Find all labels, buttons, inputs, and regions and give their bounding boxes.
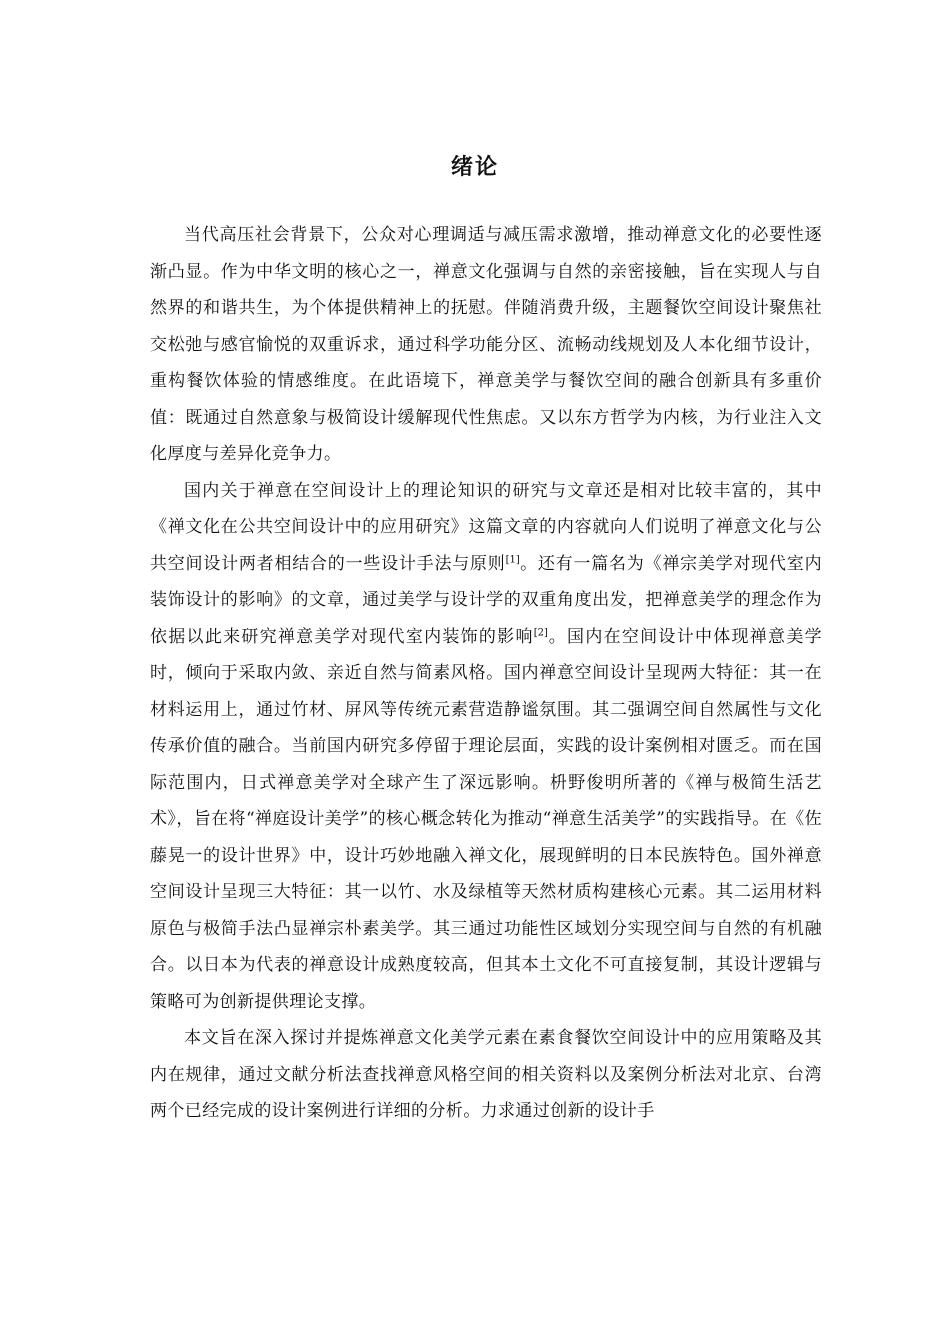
paragraph-text: 。国内在空间设计中体现禅意美学时，倾向于采取内敛、亲近自然与简素风格。国内禅意空间设计呈现两大特征：其一在材料运用上，通过竹材、屏风等传统元素营造静谧氛围。其二强调空间自然属性与文化传承价值的融合。当前国内研究多停留于理论层面，实践的设计案例相对匮乏。而在国际范围内，日式禅意美学对全球产生了深远影响。枡野俊明所著的《禅与极简生活艺术》，旨在将“禅庭设计美学”的核心概念转化为推动“禅意生活美学”的实践指导。在《佐藤晃一的设计世界》中，设计巧妙地融入禅文化，展现鲜明的日本民族特色。国外禅意空间设计呈现三大特征：其一以竹、水及绿植等天然材质构建核心元素。其二运用材料原色与极简手法凸显禅宗朴素美学。其三通过功能性区域划分实现空间与自然的有机融合。以日本为代表的禅意设计成熟度较高，但其本土文化不可直接复制，其设计逻辑与策略可为创新提供理论支撑。 [150,626,822,1012]
citation-ref-1: [1] [505,553,520,565]
paragraph-intro [150,217,822,473]
page-title: 绪论 [450,155,499,180]
paragraph-literature-review [150,473,822,1021]
paragraph-text: 。还有一篇名为《禅宗美学对现代室内装饰设计的影响》的文章，通过美学与设计学的双重角度出发，把禅意美学的理念作为依据以此来研究禅意美学对现代室内装饰的影响 [150,553,822,647]
paragraph-purpose [150,1020,822,1130]
paragraph-text: 本文旨在深入探讨并提炼禅意文化美学元素在素食餐饮空间设计中的应用策略及其内在规律，通过文献分析法查找禅意风格空间的相关资料以及案例分析法对北京、台湾两个已经完成的设计案例进行详细的分析。力求通过创新的设计手 [150,1028,822,1121]
document-body [150,217,822,1130]
citation-ref-2: [2] [533,626,548,638]
paragraph-text: 当代高压社会背景下，公众对心理调适与减压需求激增，推动禅意文化的必要性逐渐凸显。作为中华文明的核心之一，禅意文化强调与自然的亲密接触，旨在实现人与自然界的和谐共生，为个体提供精神上的抚慰。伴随消费升级，主题餐饮空间设计聚焦社交松弛与感官愉悦的双重诉求，通过科学功能分区、流畅动线规划及人本化细节设计，重构餐饮体验的情感维度。在此语境下，禅意美学与餐饮空间的融合创新具有多重价值：既通过自然意象与极简设计缓解现代性焦虑。又以东方哲学为内核，为行业注入文化厚度与差异化竞争力。 [150,225,822,464]
paragraph-text: 国内关于禅意在空间设计上的理论知识的研究与文章还是相对比较丰富的，其中《禅文化在公共空间设计中的应用研究》这篇文章的内容就向人们说明了禅意文化与公共空间设计两者相结合的一些设计手法与原则 [150,480,822,574]
